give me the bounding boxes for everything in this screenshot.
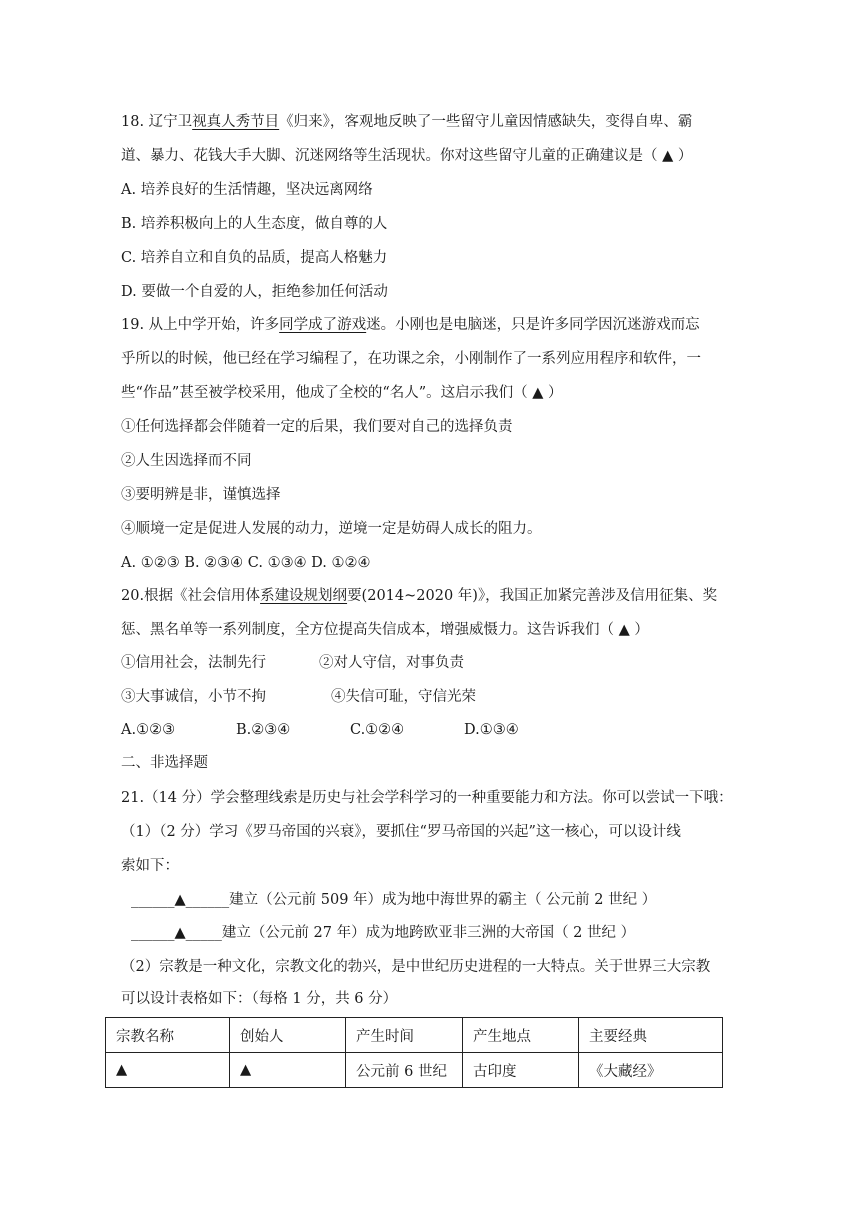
table-header-cell: 宗教名称 xyxy=(106,1018,230,1053)
q20-option-d: D.①③④ xyxy=(464,722,519,738)
q20-item-3: ③大事诚信，小节不拘 xyxy=(121,689,266,705)
q20-item-1: ①信用社会，法制先行 xyxy=(121,655,266,671)
q20-item-2: ②对人守信，对事负责 xyxy=(319,655,464,671)
q21-clue-1: ______▲______建立（公元前 509 年）成为地中海世界的霸主（ 公元前 2 世纪 ） xyxy=(131,892,657,908)
q19-answers: A. ①②③ B. ②③④ C. ①③④ D. ①②④ xyxy=(121,555,371,571)
q21-clue-2: ______▲_____建立（公元前 27 年）成为地跨欧亚非三洲的大帝国（ 2 世纪 ） xyxy=(131,925,636,941)
q19-item-1: ①任何选择都会伴随着一定的后果，我们要对自己的选择负责 xyxy=(121,419,513,435)
q18-option-b: B. 培养积极向上的人生态度，做自尊的人 xyxy=(121,216,388,232)
section-heading: 二、非选择题 xyxy=(121,755,208,771)
table-header-cell: 创始人 xyxy=(230,1018,346,1053)
q21-line5: 可以设计表格如下：（每格 1 分，共 6 分） xyxy=(121,991,398,1007)
q19-item-2: ②人生因选择而不同 xyxy=(121,453,252,469)
q19-line2: 乎所以的时候，他已经在学习编程了，在功课之余，小刚制作了一系列应用程序和软件，一 xyxy=(121,351,701,367)
q18-option-c: C. 培养自立和自负的品质，提高人格魅力 xyxy=(121,250,388,266)
religions-table xyxy=(105,1017,723,1088)
q20-line2: 惩、黑名单等一系列制度，全方位提高失信成本，增强威慑力。这告诉我们（ ▲ ） xyxy=(121,622,649,638)
q19-line1: 19. 从上中学开始，许多同学成了游戏迷。小刚也是电脑迷，只是许多同学因沉迷游戏而忘 xyxy=(121,317,700,333)
table-header-cell: 主要经典 xyxy=(579,1018,723,1053)
table-cell: ▲ xyxy=(106,1053,230,1088)
q20-option-c: C.①②④ xyxy=(350,722,405,738)
q20-item-4: ④失信可耻，守信光荣 xyxy=(331,689,476,705)
table-cell: 古印度 xyxy=(463,1053,579,1088)
q21-line1: 21.（14 分）学会整理线索是历史与社会学科学习的一种重要能力和方法。你可以尝试一下哦： xyxy=(121,790,733,806)
table-row xyxy=(106,1053,723,1088)
q18-line2: 道、暴力、花钱大手大脚、沉迷网络等生活现状。你对这些留守儿童的正确建议是（ ▲ ） xyxy=(121,148,693,164)
table-header-cell: 产生地点 xyxy=(463,1018,579,1053)
q18-option-a: A. 培养良好的生活情趣，坚决远离网络 xyxy=(121,182,373,198)
q18-line1: 18. 辽宁卫视真人秀节目《归来》，客观地反映了一些留守儿童因情感缺失，变得自卑、霸 xyxy=(121,114,693,130)
q21-line2: （1）（2 分）学习《罗马帝国的兴衰》，要抓住“罗马帝国的兴起”这一核心，可以设计线 xyxy=(121,824,681,840)
table-cell: ▲ xyxy=(230,1053,346,1088)
table-cell: 《大藏经》 xyxy=(579,1053,723,1088)
q20-option-a: A.①②③ xyxy=(121,722,176,738)
q19-line3: 些“作品”甚至被学校采用，他成了全校的“名人”。这启示我们（ ▲ ） xyxy=(121,385,563,401)
q21-line3: 索如下： xyxy=(121,858,179,874)
q21-line4: （2）宗教是一种文化，宗教文化的勃兴，是中世纪历史进程的一大特点。关于世界三大宗教 xyxy=(121,959,711,975)
table-header-row xyxy=(106,1018,723,1053)
q19-item-3: ③要明辨是非，谨慎选择 xyxy=(121,487,281,503)
table-header-cell: 产生时间 xyxy=(346,1018,463,1053)
q20-line1: 20.根据《社会信用体系建设规划纲要(2014~2020 年)》，我国正加紧完善涉及信用征集、奖 xyxy=(121,588,718,604)
q20-option-b: B.②③④ xyxy=(236,722,291,738)
q18-option-d: D. 要做一个自爱的人，拒绝参加任何活动 xyxy=(121,284,388,300)
table-cell: 公元前 6 世纪 xyxy=(346,1053,463,1088)
q19-item-4: ④顺境一定是促进人发展的动力，逆境一定是妨碍人成长的阻力。 xyxy=(121,521,542,537)
